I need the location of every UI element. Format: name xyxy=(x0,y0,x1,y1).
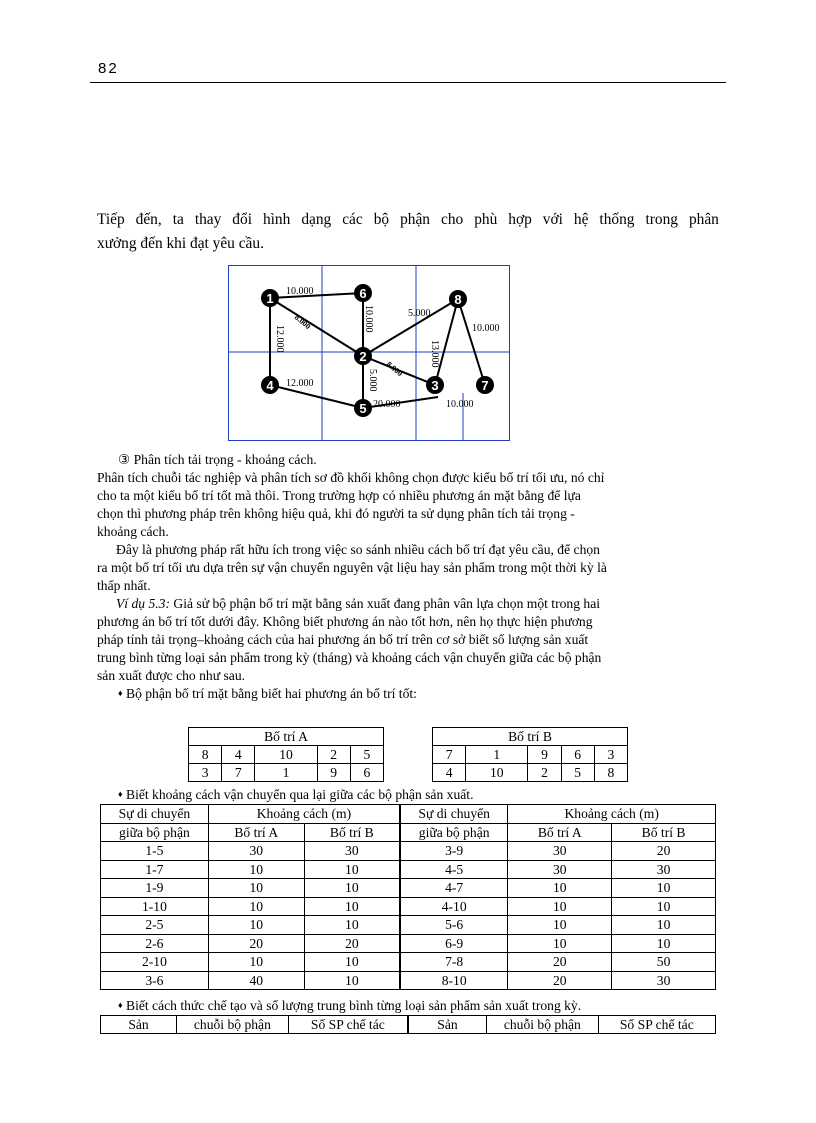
table-cell: 10 xyxy=(508,897,612,916)
edge-label: 10.000 xyxy=(286,286,314,297)
intro-word: đến, xyxy=(135,211,162,228)
p3-first-text: Giả sử bộ phận bố trí mặt bằng sản xuất đang phân vân lựa chọn một trong hai xyxy=(170,596,601,611)
table-cell: 30 xyxy=(508,842,612,861)
layout-cell: 2 xyxy=(528,764,561,782)
layout-cell: 6 xyxy=(561,746,594,764)
edge-label: 8.000 xyxy=(384,359,405,379)
header-layout-b: Bố trí B xyxy=(304,823,400,842)
node-1-label: 1 xyxy=(266,291,274,306)
node-7 xyxy=(476,376,494,394)
node-3 xyxy=(426,376,444,394)
table-cell: 3-9 xyxy=(400,842,508,861)
node-4-label: 4 xyxy=(266,378,274,393)
edge-label: 20.000 xyxy=(373,399,401,410)
node-7-label: 7 xyxy=(481,378,489,393)
layout-cell: 9 xyxy=(528,746,561,764)
header-quantity: Số SP chế tác xyxy=(598,1016,715,1034)
header-distance-b: Khoảng cách (m) xyxy=(508,805,716,824)
edge-label: 10.000 xyxy=(472,323,500,334)
intro-word: thống xyxy=(599,211,635,228)
node-6-label: 6 xyxy=(359,286,367,301)
layout-cell: 7 xyxy=(433,746,466,764)
layout-cell: 1 xyxy=(255,764,317,782)
table-row xyxy=(101,897,716,916)
intro-word: phân xyxy=(688,211,719,228)
header-product: Sản xyxy=(101,1016,177,1034)
p3-line: phương án bố trí tốt dưới đây. Không biết phương án nào tốt hơn, nên họ thực hiện phương xyxy=(97,614,593,629)
bullet-2-text: Biết khoảng cách vận chuyển qua lại giữa các bộ phận sản xuất. xyxy=(126,787,474,802)
edge-label: 8.000 xyxy=(292,312,313,332)
bullet-1 xyxy=(118,685,417,703)
table-row xyxy=(101,842,716,861)
intro-word: trong xyxy=(645,211,678,228)
table-cell: 30 xyxy=(612,860,716,879)
table-row xyxy=(101,860,716,879)
intro-word: hình xyxy=(262,211,291,228)
table-cell: 2-10 xyxy=(101,953,209,972)
p2-line: ra một bố trí tối ưu dựa trên sự vận chuyển nguyên vật liệu hay sản phẩm trong một thời kỳ là xyxy=(97,560,607,575)
table-cell: 10 xyxy=(304,897,400,916)
layout-a-row xyxy=(189,746,384,764)
table-cell: 10 xyxy=(208,879,304,898)
layout-a-table xyxy=(188,727,384,782)
table-cell: 10 xyxy=(612,879,716,898)
table-cell: 20 xyxy=(508,971,612,990)
table-cell: 10 xyxy=(612,916,716,935)
bullet-icon: ♦ xyxy=(118,1000,123,1010)
distance-table-body xyxy=(101,842,716,990)
table-cell: 10 xyxy=(612,897,716,916)
table-cell: 20 xyxy=(208,934,304,953)
table-cell: 10 xyxy=(612,934,716,953)
layout-cell: 7 xyxy=(222,764,255,782)
node-2-label: 2 xyxy=(359,349,367,364)
table-cell: 10 xyxy=(208,860,304,879)
table-cell: 5-6 xyxy=(400,916,508,935)
table-cell: 4-7 xyxy=(400,879,508,898)
layout-cell: 9 xyxy=(317,764,350,782)
table-cell: 10 xyxy=(304,860,400,879)
table-cell: 30 xyxy=(208,842,304,861)
layout-cell: 8 xyxy=(594,764,627,782)
layout-cell: 5 xyxy=(561,764,594,782)
intro-line-2: xưởng đến khi đạt yêu cầu. xyxy=(97,235,264,252)
edge-label: 5.000 xyxy=(408,308,431,319)
table-cell: 10 xyxy=(508,879,612,898)
layout-cell: 5 xyxy=(350,746,383,764)
table-cell: 1-9 xyxy=(101,879,209,898)
node-3-label: 3 xyxy=(431,378,439,393)
header-layout-a: Bố trí A xyxy=(508,823,612,842)
intro-word: phận xyxy=(400,211,430,228)
table-cell: 2-5 xyxy=(101,916,209,935)
node-5-label: 5 xyxy=(359,401,367,416)
table-cell: 8-10 xyxy=(400,971,508,990)
node-4 xyxy=(261,376,279,394)
table-cell: 1-7 xyxy=(101,860,209,879)
p1-line: cho ta một kiểu bố trí tốt mà thôi. Trong trường hợp có nhiều phương án mặt bằng để lựa xyxy=(97,488,581,503)
p3-line: sản xuất được cho như sau. xyxy=(97,668,246,683)
example-label: Ví dụ 5.3: xyxy=(116,596,170,611)
section-heading: ③ Phân tích tải trọng - khoảng cách. xyxy=(118,452,317,467)
intro-word: phù xyxy=(474,211,498,228)
layout-cell: 2 xyxy=(317,746,350,764)
page-number: 82 xyxy=(98,60,119,77)
table-cell: 1-5 xyxy=(101,842,209,861)
table-cell: 10 xyxy=(304,879,400,898)
intro-line-1 xyxy=(97,208,719,232)
layout-b-row xyxy=(433,764,628,782)
p2-line: Đây là phương pháp rất hữu ích trong việc so sánh nhiều cách bố trí đạt yêu cầu, để chọn xyxy=(116,542,600,557)
table-cell: 20 xyxy=(612,842,716,861)
p2-line: thấp nhất. xyxy=(97,578,151,593)
layout-cell: 6 xyxy=(350,764,383,782)
table-cell: 40 xyxy=(208,971,304,990)
intro-word: với xyxy=(542,211,563,228)
table-cell: 10 xyxy=(508,934,612,953)
node-2 xyxy=(354,347,372,365)
layout-cell: 3 xyxy=(594,746,627,764)
layout-cell: 3 xyxy=(189,764,222,782)
header-quantity: Số SP chế tác xyxy=(288,1016,408,1034)
p1-line: Phân tích chuỗi tác nghiệp và phân tích sơ đồ khối không chọn được kiểu bố trí tối ưu, nó chỉ xyxy=(97,470,605,485)
header-rule xyxy=(90,82,726,83)
intro-word: ta xyxy=(172,211,184,228)
header-between: giữa bộ phận xyxy=(101,823,209,842)
table-cell: 10 xyxy=(304,916,400,935)
header-move: Sự di chuyển xyxy=(400,805,508,824)
table-row xyxy=(101,953,716,972)
header-product: Sản xyxy=(408,1016,487,1034)
edge-label: 10.000 xyxy=(363,305,374,333)
layout-b-title: Bố trí B xyxy=(433,728,628,746)
layout-cell: 1 xyxy=(466,746,528,764)
node-8 xyxy=(449,290,467,308)
node-5 xyxy=(354,399,372,417)
table-cell: 1-10 xyxy=(101,897,209,916)
table-cell: 4-5 xyxy=(400,860,508,879)
intro-word: các xyxy=(342,211,363,228)
table-cell: 10 xyxy=(208,897,304,916)
layout-b-row xyxy=(433,746,628,764)
bullet-1-text: Bộ phận bố trí mặt bằng biết hai phương án bố trí tốt: xyxy=(126,686,417,701)
table-cell: 30 xyxy=(612,971,716,990)
bullet-2 xyxy=(118,786,473,804)
table-row xyxy=(101,879,716,898)
intro-word: hệ xyxy=(573,211,589,228)
table-cell: 30 xyxy=(304,842,400,861)
intro-word: bộ xyxy=(373,211,390,228)
bullet-icon: ♦ xyxy=(118,789,123,799)
edge-label: 10.000 xyxy=(446,399,474,410)
header-distance-a: Khoảng cách (m) xyxy=(208,805,400,824)
header-layout-a: Bố trí A xyxy=(208,823,304,842)
table-row xyxy=(101,916,716,935)
table-cell: 10 xyxy=(304,953,400,972)
table-cell: 20 xyxy=(304,934,400,953)
header-layout-b: Bố trí B xyxy=(612,823,716,842)
edge-label: 12.000 xyxy=(274,325,285,353)
p3-first-line xyxy=(116,595,600,613)
layout-cell: 4 xyxy=(433,764,466,782)
table-cell: 20 xyxy=(508,953,612,972)
p3-line: pháp tính tải trọng–khoảng cách của hai phương án bố trí trên cơ sở biết số lượng sản xuất xyxy=(97,632,589,647)
table-cell: 3-6 xyxy=(101,971,209,990)
intro-word: dạng xyxy=(301,211,332,228)
header-sequence: chuỗi bộ phận xyxy=(177,1016,289,1034)
node-8-label: 8 xyxy=(454,292,462,307)
table-row xyxy=(101,934,716,953)
layout-cell: 8 xyxy=(189,746,222,764)
product-table xyxy=(100,1015,716,1034)
edge-label: 5.000 xyxy=(367,369,378,392)
diagram-edge-labels xyxy=(274,286,500,410)
table-cell: 30 xyxy=(508,860,612,879)
distance-table xyxy=(100,804,716,990)
layout-diagram xyxy=(228,265,510,441)
intro-word: Tiếp xyxy=(97,211,125,228)
p1-line: khoảng cách. xyxy=(97,524,169,539)
header-between: giữa bộ phận xyxy=(400,823,508,842)
table-cell: 6-9 xyxy=(400,934,508,953)
table-cell: 7-8 xyxy=(400,953,508,972)
bullet-icon: ♦ xyxy=(118,688,123,698)
intro-word: thay xyxy=(194,211,222,228)
edge-label: 13.000 xyxy=(429,340,440,368)
header-sequence: chuỗi bộ phận xyxy=(487,1016,599,1034)
table-cell: 4-10 xyxy=(400,897,508,916)
table-cell: 2-6 xyxy=(101,934,209,953)
intro-word: cho xyxy=(440,211,464,228)
bullet-3-text: Biết cách thức chế tạo và số lượng trung bình từng loại sản phẩm sản xuất trong kỳ. xyxy=(126,998,582,1013)
node-6 xyxy=(354,284,372,302)
layout-b-table xyxy=(432,727,628,782)
header-move: Sự di chuyển xyxy=(101,805,209,824)
table-cell: 10 xyxy=(304,971,400,990)
p3-line: trung bình từng loại sản phẩm trong kỳ (tháng) và khoảng cách vận chuyển giữa các bộ phận xyxy=(97,650,602,665)
table-cell: 10 xyxy=(208,916,304,935)
table-cell: 50 xyxy=(612,953,716,972)
table-cell: 10 xyxy=(508,916,612,935)
bullet-3 xyxy=(118,997,581,1015)
table-cell: 10 xyxy=(208,953,304,972)
p1-line: chọn thì phương pháp trên không hiệu quả, khi đó người ta sử dụng phân tích tải trọng - xyxy=(97,506,575,521)
layout-a-row xyxy=(189,764,384,782)
table-row xyxy=(101,971,716,990)
layout-cell: 10 xyxy=(255,746,317,764)
intro-word: hợp xyxy=(508,211,532,228)
edge-label: 12.000 xyxy=(286,378,314,389)
layout-a-title: Bố trí A xyxy=(189,728,384,746)
diagram-nodes xyxy=(261,284,494,417)
layout-cell: 4 xyxy=(222,746,255,764)
intro-word: đổi xyxy=(232,211,252,228)
node-1 xyxy=(261,289,279,307)
layout-cell: 10 xyxy=(466,764,528,782)
